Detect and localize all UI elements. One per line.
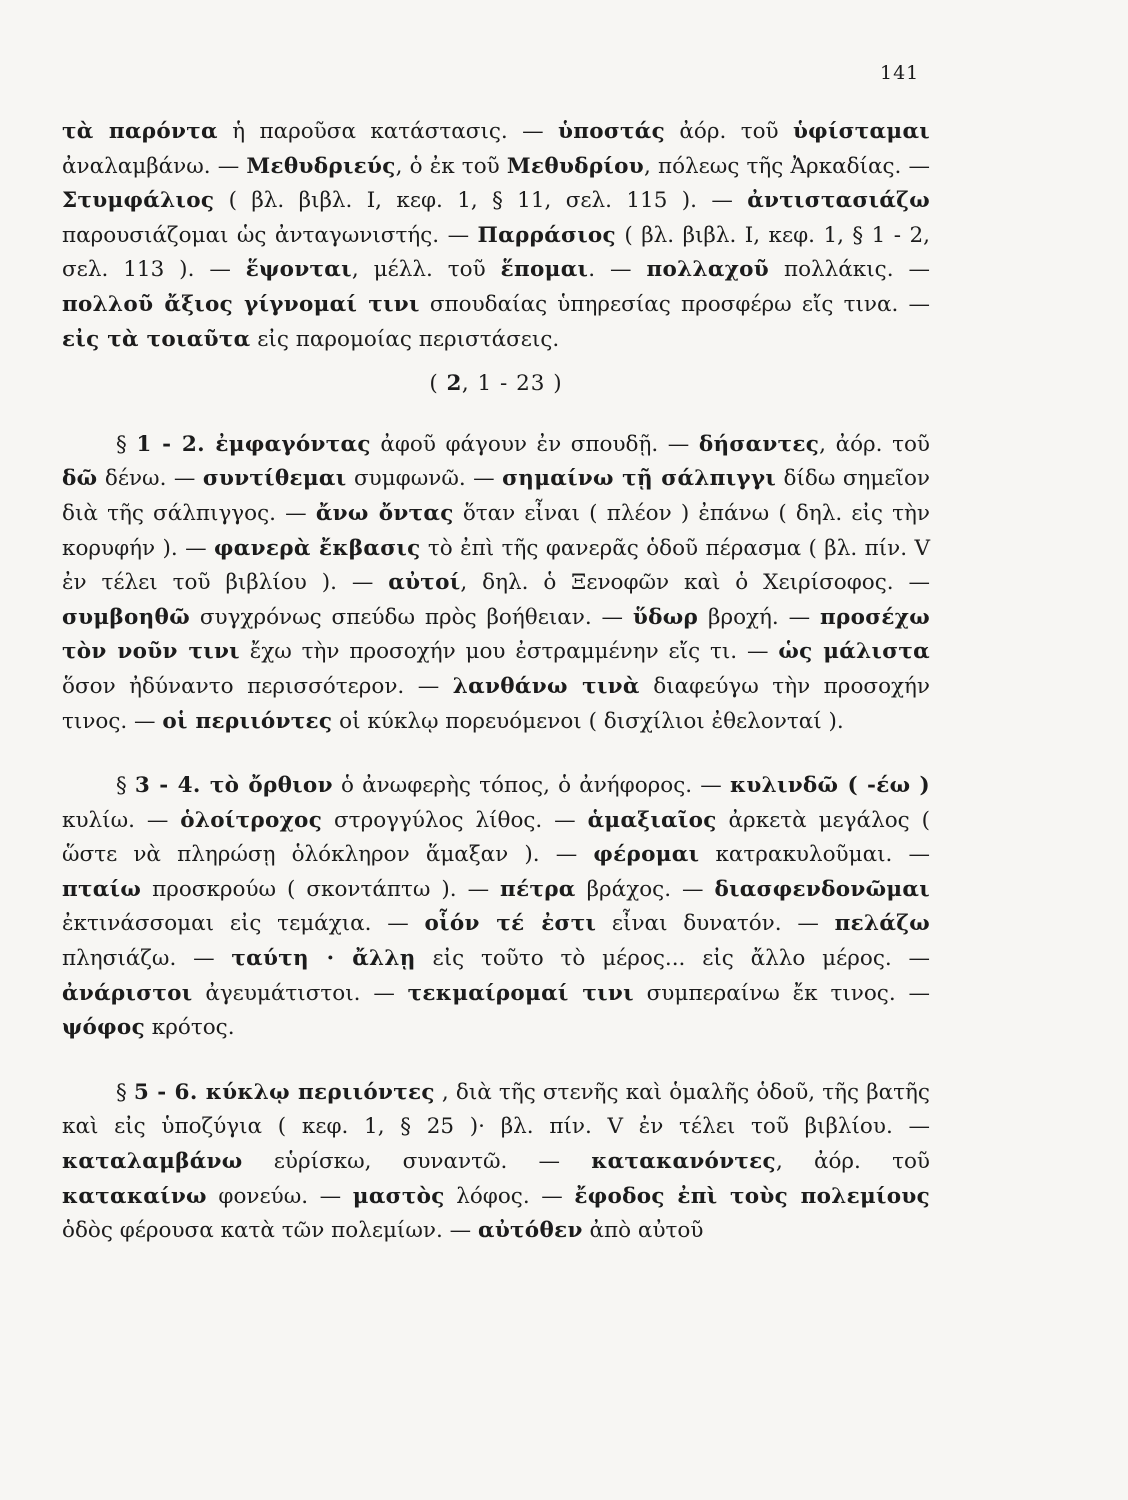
- gloss-text: ἀόρ. τοῦ: [665, 119, 793, 144]
- headword: ἀντιστασιάζω: [747, 188, 930, 214]
- headword: λανθάνω τινὰ: [452, 673, 640, 699]
- headword: ὕδωρ: [632, 604, 699, 630]
- gloss-text: εὑρίσκω, συναντῶ. —: [242, 1149, 592, 1175]
- glossary-paragraph: [62, 428, 930, 739]
- headword: 3 - 4. τὸ ὄρθιον: [134, 773, 333, 799]
- headword: ἔφοδος ἐπὶ τοὺς πολεμίους: [574, 1183, 930, 1209]
- headword: καταλαμβάνω: [62, 1149, 243, 1175]
- gloss-text: ὅσον ἠδύναντο περισσότερον. —: [62, 673, 453, 699]
- gloss-text: ἀρκετὰ μεγάλος ( ὥστε νὰ πληρώσῃ ὁλόκληρον ἅμαξαν ). —: [62, 807, 930, 868]
- gloss-text: συμφωνῶ. —: [346, 466, 503, 492]
- gloss-text: ἡ παροῦσα κατάστασις. —: [217, 119, 558, 144]
- gloss-text: ὅταν εἶναι ( πλέον ) ἐπάνω ( δηλ. εἰς τὴν κορυφήν ). —: [62, 500, 930, 561]
- headword: ὡς μάλιστα: [778, 639, 930, 665]
- gloss-text: κρότος.: [144, 1015, 235, 1041]
- headword: μαστὸς: [352, 1183, 445, 1209]
- headword: κατακαίνω: [62, 1183, 207, 1209]
- gloss-text: , ἀόρ. τοῦ: [819, 431, 930, 457]
- headword: οἱ περιιόντες: [162, 708, 333, 734]
- headword: πολλαχοῦ: [646, 257, 770, 283]
- gloss-text: βροχή. —: [698, 604, 820, 630]
- gloss-text: διαφεύγω τὴν προσοχήν τινος. —: [62, 673, 930, 734]
- gloss-text: προσκρούω ( σκοντάπτω ). —: [141, 876, 501, 902]
- headword: αὐτοί: [388, 570, 461, 596]
- gloss-text: εἰς τοῦτο τὸ μέρος... εἰς ἄλλο μέρος. —: [415, 946, 930, 972]
- gloss-text: παρουσιάζομαι ὡς ἀνταγωνιστής. —: [62, 222, 478, 248]
- headword: συντίθεμαι: [202, 466, 347, 492]
- gloss-text: στρογγύλος λίθος. —: [322, 807, 588, 833]
- gloss-text: κυλίω. —: [62, 807, 181, 833]
- page-number: 141: [880, 62, 920, 84]
- gloss-text: οἱ κύκλῳ πορευόμενοι ( δισχίλιοι ἐθελονταί ).: [332, 708, 844, 734]
- headword: ὑποστάς: [557, 119, 666, 144]
- gloss-text: βράχος. —: [575, 876, 715, 902]
- gloss-text: σπουδαίας ὑπηρεσίας προσφέρω εἴς τινα. —: [419, 291, 930, 317]
- gloss-text: κατρακυλοῦμαι. —: [699, 842, 930, 868]
- gloss-text: εἰς παρομοίας περιστάσεις.: [250, 326, 560, 352]
- section-heading: [62, 367, 930, 402]
- gloss-text: ἀφοῦ φάγουν ἐν σπουδῇ. —: [370, 431, 699, 457]
- gloss-text: πλησιάζω. —: [62, 946, 232, 972]
- headword: δήσαντες: [698, 431, 820, 457]
- headword: ψόφος: [62, 1015, 145, 1041]
- headword: πταίω: [62, 876, 142, 902]
- gloss-text: §: [116, 773, 135, 799]
- headword: ἕπομαι: [500, 257, 589, 283]
- headword: προσέχω τὸν νοῦν τινι: [62, 604, 931, 665]
- gloss-text: ἀπὸ αὐτοῦ: [582, 1218, 704, 1244]
- page-body: [62, 115, 930, 1249]
- gloss-text: , ὁ ἐκ τοῦ: [395, 153, 507, 179]
- gloss-text: , διὰ τῆς στενῆς καὶ ὁμαλῆς ὁδοῦ, τῆς βατῆς καὶ εἰς ὑποζύγια ( κεφ. 1, § 25 )· βλ. πίν. V ἐν τέλει τοῦ βιβλίου. —: [62, 1079, 930, 1140]
- headword: ἕψονται: [245, 257, 352, 283]
- headword: φανερὰ ἔκβασις: [214, 535, 421, 561]
- gloss-text: §: [116, 1079, 134, 1105]
- gloss-text: , μέλλ. τοῦ: [351, 257, 501, 283]
- gloss-text: φονεύω. —: [206, 1183, 353, 1209]
- gloss-text: ἀναλαμβάνω. —: [62, 153, 247, 179]
- headword: σημαίνω τῇ σάλπιγγι: [502, 466, 777, 492]
- gloss-text: συμπεραίνω ἔκ τινος. —: [633, 980, 930, 1006]
- headword: Μεθυδρίου: [506, 153, 644, 179]
- headword: πέτρα: [500, 876, 576, 902]
- headword: ἁμαξιαῖος: [587, 807, 717, 833]
- gloss-text: λόφος. —: [444, 1183, 575, 1209]
- headword: κατακανόντες: [591, 1149, 776, 1175]
- gloss-text: ὁ ἀνωφερὴς τόπος, ὁ ἀνήφορος. —: [332, 773, 730, 799]
- headword: Στυμφάλιος: [62, 188, 215, 214]
- headword: ἀνάριστοι: [62, 980, 193, 1006]
- gloss-text: , ἀόρ. τοῦ: [775, 1149, 930, 1175]
- heading-number: 2: [446, 371, 462, 397]
- gloss-text: §: [116, 431, 137, 457]
- headword: Παρράσιος: [477, 222, 616, 248]
- headword: οἷόν τέ ἐστι: [424, 911, 597, 937]
- gloss-text: δίδω σημεῖον διὰ τῆς σάλπιγγος. —: [62, 466, 930, 526]
- headword: συμβοηθῶ: [62, 604, 190, 630]
- gloss-text: συγχρόνως σπεύδω πρὸς βοήθειαν. —: [189, 604, 633, 630]
- headword: πελάζω: [834, 911, 930, 937]
- gloss-text: δένω. —: [97, 466, 203, 492]
- gloss-text: ὁδὸς φέρουσα κατὰ τῶν πολεμίων. —: [62, 1218, 478, 1244]
- glossary-paragraph: [62, 115, 930, 357]
- gloss-text: ἀγευμάτιστοι. —: [192, 980, 408, 1006]
- gloss-text: εἶναι δυνατόν. —: [596, 911, 835, 937]
- glossary-paragraph: [62, 769, 930, 1046]
- headword: εἰς τὰ τοιαῦτα: [62, 326, 251, 352]
- heading-open: (: [429, 371, 447, 397]
- headword: ἄνω ὄντας: [315, 500, 454, 526]
- headword: δῶ: [62, 466, 98, 492]
- headword: φέρομαι: [593, 842, 700, 868]
- gloss-text: τὸ ἐπὶ τῆς φανερᾶς ὁδοῦ πέρασμα ( βλ. πίν. V ἐν τέλει τοῦ βιβλίου ). —: [62, 535, 930, 596]
- headword: ταύτη · ἄλλῃ: [231, 946, 416, 972]
- headword: διασφενδονῶμαι: [714, 876, 930, 902]
- headword: κυλινδῶ ( -έω ): [729, 773, 930, 799]
- gloss-text: ( βλ. βιβλ. I, κεφ. 1, § 11, σελ. 115 ). —: [214, 188, 748, 214]
- gloss-text: ἐκτινάσσομαι εἰς τεμάχια. —: [62, 911, 425, 937]
- headword: 5 - 6. κύκλῳ περιιόντες: [133, 1079, 435, 1105]
- headword: τεκμαίρομαί τινι: [407, 980, 634, 1006]
- gloss-text: . —: [588, 257, 647, 283]
- gloss-text: ἔχω τὴν προσοχήν μου ἐστραμμένην εἴς τι. —: [239, 639, 779, 665]
- gloss-text: πολλάκις. —: [769, 257, 930, 283]
- heading-range: , 1 - 23 ): [461, 371, 563, 397]
- gloss-text: , δηλ. ὁ Ξενοφῶν καὶ ὁ Χειρίσοφος. —: [460, 570, 930, 596]
- gloss-text: ( βλ. βιβλ. I, κεφ. 1, § 1 - 2, σελ. 113 ). —: [62, 222, 930, 283]
- headword: πολλοῦ ἄξιος γίγνομαί τινι: [62, 291, 420, 317]
- headword: τὰ παρόντα: [62, 119, 218, 144]
- gloss-text: , πόλεως τῆς Ἀρκαδίας. —: [644, 153, 931, 179]
- headword: ὁλοίτροχος: [180, 807, 323, 833]
- glossary-paragraph: [62, 1076, 930, 1249]
- headword: 1 - 2. ἐμφαγόντας: [136, 431, 371, 457]
- headword: αὐτόθεν: [477, 1218, 583, 1244]
- headword: Μεθυδριεύς: [246, 153, 396, 179]
- headword: ὑφίσταμαι: [792, 119, 930, 144]
